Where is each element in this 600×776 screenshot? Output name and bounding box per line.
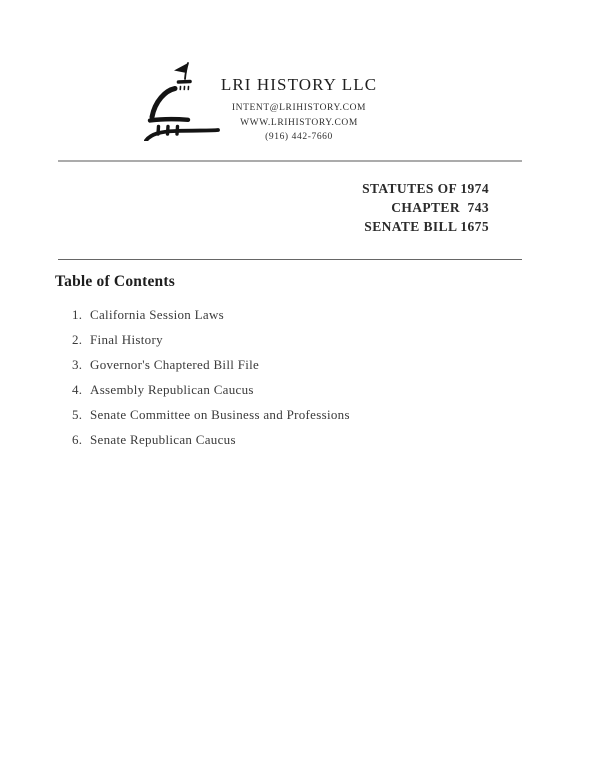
toc-item-number: 1. xyxy=(72,307,83,322)
company-email: INTENT@LRIHISTORY.COM xyxy=(231,103,367,113)
toc-item-label: Final History xyxy=(90,332,163,347)
toc-item xyxy=(55,333,535,347)
toc-item-number: 2. xyxy=(72,332,83,347)
company-name: LRI HISTORY LLC xyxy=(220,75,378,94)
chapter-line: CHAPTER 743 xyxy=(391,200,489,215)
senate-bill-line: SENATE BILL 1675 xyxy=(364,219,489,234)
toc-item xyxy=(55,358,535,372)
divider-bottom xyxy=(58,259,522,260)
divider-top xyxy=(58,160,522,162)
toc-item xyxy=(55,433,535,447)
toc-item-label: Governor's Chaptered Bill File xyxy=(90,357,260,372)
toc-item xyxy=(55,383,535,397)
statutes-line: STATUTES OF 1974 xyxy=(362,181,489,196)
toc-item xyxy=(55,308,535,322)
toc-item-label: Senate Republican Caucus xyxy=(90,432,236,447)
company-website: WWW.LRIHISTORY.COM xyxy=(240,117,358,128)
toc-list xyxy=(55,308,535,447)
toc-item xyxy=(55,408,535,422)
toc-item-number: 6. xyxy=(72,432,83,447)
toc-item-number: 4. xyxy=(72,382,83,397)
toc-item-number: 3. xyxy=(72,357,83,372)
table-of-contents xyxy=(55,272,535,458)
toc-item-label: Senate Committee on Business and Professions xyxy=(90,407,350,422)
toc-item-label: Assembly Republican Caucus xyxy=(90,382,254,397)
letterhead xyxy=(218,75,380,145)
capitol-dome-icon xyxy=(144,61,220,141)
bill-reference-block xyxy=(362,179,489,236)
toc-heading: Table of Contents xyxy=(55,273,175,290)
toc-item-label: California Session Laws xyxy=(90,307,224,322)
company-phone: (916) 442-7660 xyxy=(265,132,333,142)
toc-item-number: 5. xyxy=(72,407,83,422)
